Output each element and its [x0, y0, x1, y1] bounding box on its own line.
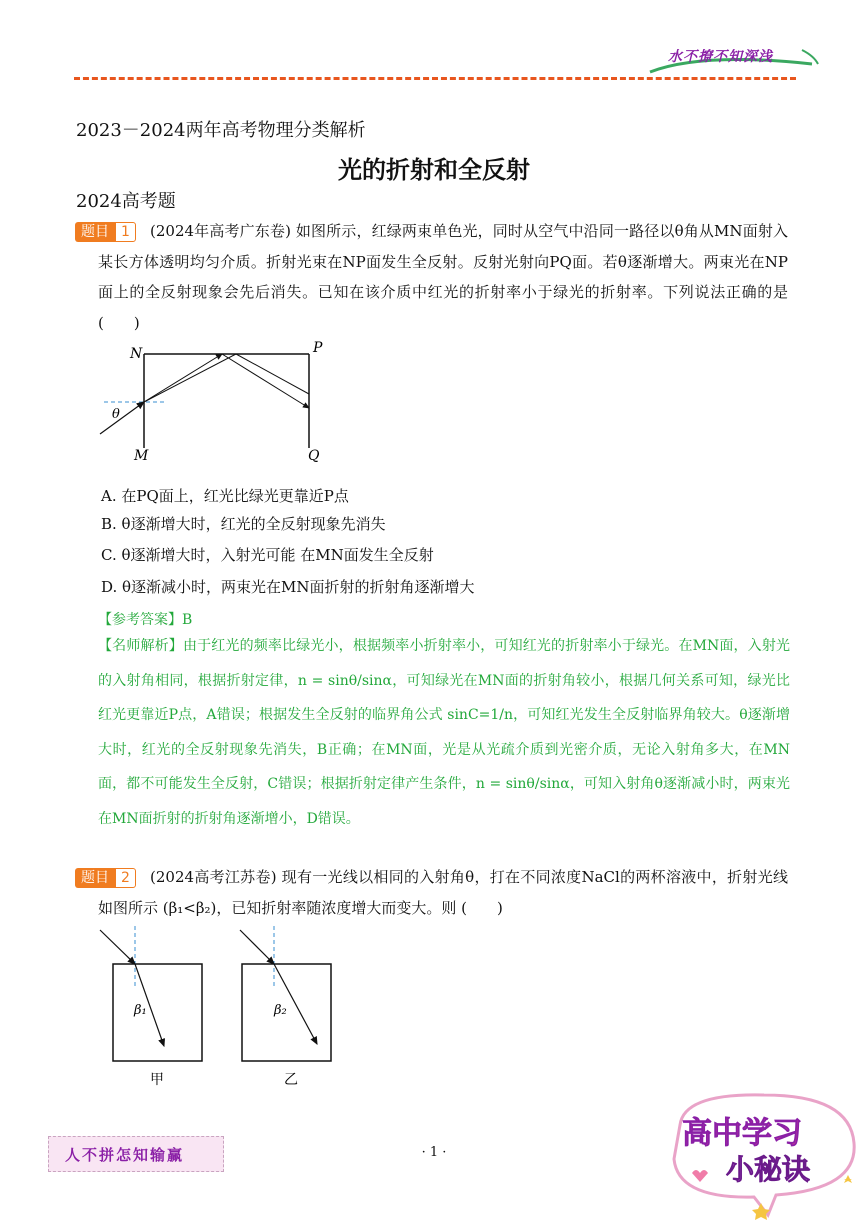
q2-caption-right: 乙	[284, 1072, 298, 1088]
q1-option-b: B. θ逐渐增大时，红光的全反射现象先消失	[101, 515, 386, 533]
sticker-line-1: 高中学习	[682, 1116, 802, 1151]
q2-beaker-right	[240, 926, 331, 1088]
q1-option-c: C. θ逐渐增大时，入射光可能 在MN面发生全反射	[101, 546, 434, 564]
q1-figure	[96, 338, 336, 468]
q1-label-theta: θ	[112, 407, 120, 422]
doc-heading: 2023－2024两年高考物理分类解析	[76, 120, 366, 141]
q1-refracted-ray-1	[144, 354, 222, 402]
q1-option-a: A. 在PQ面上，红光比绿光更靠近P点	[101, 487, 349, 505]
q1-analysis: 【名师解析】由于红光的频率比绿光小，根据频率小折射率小，可知红光的折射率小于绿光。在MN面，入射光的入射角相同，根据折射定律，n = sinθ/sinα，可知绿光在MN面的折射角较小，根据几何关系可知，绿光比红光更靠近P点，A错误；根据发生全反射的临界角公式 sinC=1/n，可知红光发生全反射临界角较大。θ逐渐增大时，红光的全反射现象先消失，B正确；在MN面，光是从光疏介质到光密介质，无论入射角多大，在MN面，都不可能发生全反射，C错误；根据折射定律产生条件，n = sinθ/sinα，可知入射角θ逐渐减小时，两束光在MN面折射的折射角逐渐增小，D错误。	[98, 638, 790, 827]
q1-text: (2024年高考广东卷) 如图所示，红绿两束单色光，同时从空气中沿同一路径以θ角从MN面射入某长方体透明均匀介质。折射光束在NP面发生全反射。反射光射向PQ面。若θ逐渐增大。两束光在NP面上的全反射现象会先后消失。已知在该介质中红光的折射率小于绿光的折射率。下列说法正确的是 ( )	[98, 222, 788, 332]
q2-figure	[96, 926, 346, 1092]
q1-reflected-ray-1	[222, 354, 309, 408]
header-motto-text: 水不撩不知深浅	[668, 49, 773, 65]
q2-caption-left: 甲	[150, 1072, 164, 1088]
header-motto-banner	[642, 42, 820, 76]
page-number: · 1 ·	[421, 1145, 447, 1160]
q1-badge-number: 1	[115, 222, 136, 242]
q2-beta1-label: β₁	[134, 1003, 147, 1018]
section-heading: 2024高考题	[76, 191, 176, 212]
q1-label-p: P	[313, 340, 323, 356]
q1-reflected-ray-2	[236, 354, 309, 394]
doc-title: 光的折射和全反射	[338, 156, 530, 184]
q2-badge-label: 题目	[75, 868, 115, 888]
q1-label-n: N	[130, 346, 143, 362]
q2-badge-number: 2	[115, 868, 136, 888]
q1-incident-ray	[100, 402, 144, 434]
q1-answer: 【参考答案】B	[98, 612, 193, 628]
q2-text: (2024高考江苏卷) 现有一光线以相同的入射角θ，打在不同浓度NaCl的两杯溶液中，折射光线如图所示 (β₁<β₂)，已知折射率随浓度增大而变大。则 ( )	[98, 868, 788, 917]
study-tips-sticker	[664, 1085, 862, 1223]
q1-label-q: Q	[308, 448, 320, 464]
q1-option-d: D. θ逐渐减小时，两束光在MN面折射的折射角逐渐增大	[101, 578, 475, 596]
q1-refracted-ray-2	[144, 354, 236, 402]
sticker-line-2: 小秘诀	[726, 1153, 811, 1186]
q1-label-m: M	[134, 448, 149, 464]
q1-badge-label: 题目	[75, 222, 115, 242]
q2-beta2-label: β₂	[274, 1003, 287, 1018]
header-divider	[74, 77, 796, 80]
q1-block-outline	[144, 354, 309, 448]
footer-motto-text: 人不拼怎知输赢	[65, 1146, 185, 1164]
sparkle-icon	[844, 1175, 852, 1183]
q2-beaker-left	[100, 926, 202, 1088]
